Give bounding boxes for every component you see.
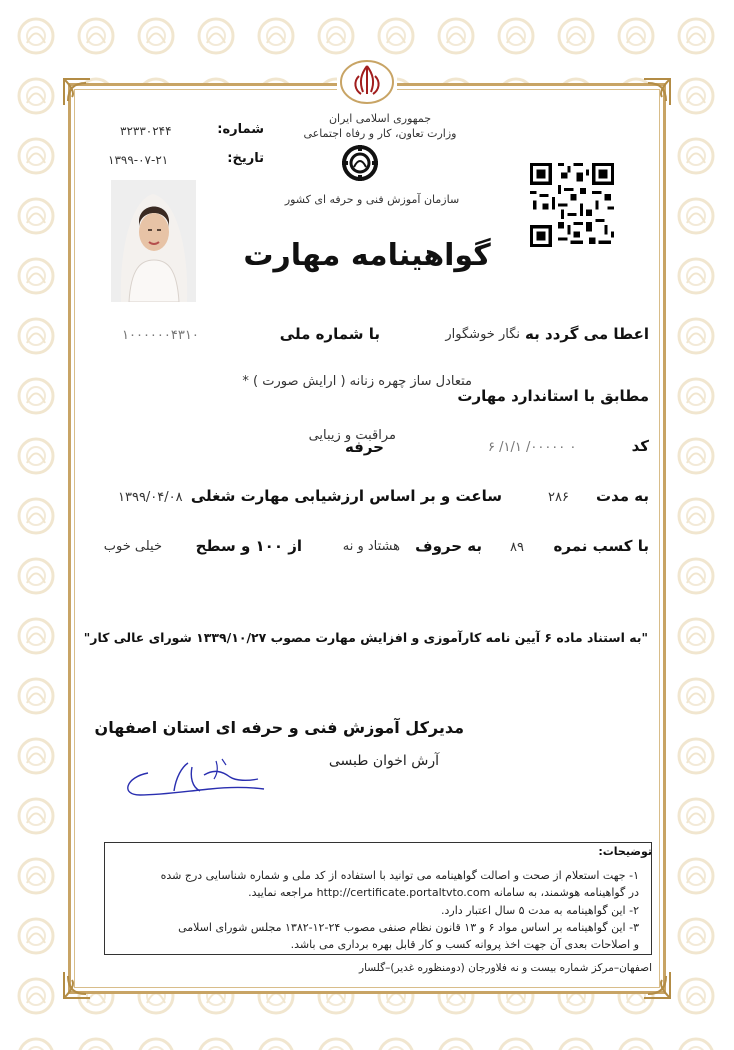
score-label: با کسب نمره (553, 537, 649, 555)
qr-code-icon (527, 160, 617, 250)
granted-to-value: نگار خوشگوار (445, 327, 520, 342)
tvto-logo-icon (340, 143, 380, 183)
note-line-1: ۱- جهت استعلام از صحت و اصالت گواهینامه می توانید با استفاده از کد ملی و شماره شناسایی درج شده (160, 869, 639, 882)
notes-heading: توضیحات: (598, 845, 652, 858)
note-line-5: و اصلاحات بعدی آن جهت اخذ پروانه کسب و کار قابل بهره برداری می باشد. (290, 938, 639, 951)
profession-label: حرفه (344, 438, 384, 456)
profession-value: مراقبت و زیبایی (308, 428, 396, 443)
granted-to-label: اعطا می گردد به (525, 325, 649, 343)
legal-basis-text: "به استناد ماده ۶ آیین نامه کارآموزی و افزایش مهارت مصوب ۱۳۳۹/۱۰/۲۷ شورای عالی کار" (83, 630, 648, 645)
score-value: ۸۹ (510, 540, 524, 555)
signatory-title: مدیرکل آموزش فنی و حرفه ای استان اصفهان (94, 718, 464, 737)
out-of-label: از ۱۰۰ و سطح (195, 537, 302, 555)
in-words-label: به حروف (415, 537, 482, 555)
header-line-organization: سازمان آموزش فنی و حرفه ای کشور (284, 193, 460, 206)
corner-ornament-top-right (640, 75, 674, 109)
code-value: ۶ /۱/۱ /۰۰۰۰۰ ۰ (488, 440, 577, 455)
emblem-container (337, 58, 397, 106)
standard-label: مطابق با استاندارد مهارت (457, 387, 649, 405)
national-id-label: با شماره ملی (279, 325, 380, 343)
portrait-photo (111, 180, 196, 302)
signatory-name: آرش اخوان طبسی (328, 753, 439, 769)
duration-value: ۲۸۶ (548, 490, 569, 505)
corner-ornament-bottom-left (60, 968, 94, 1002)
national-id-value: ۱۰۰۰۰۰۰۴۳۱۰ (122, 328, 199, 343)
certificate-number-value: ۳۲۳۳۰۲۴۴ (120, 124, 172, 138)
footer-address: اصفهان–مرکز شماره بیست و نه فلاورجان (دومنظوره غدیر)–گلسار (359, 962, 652, 974)
duration-label: به مدت (596, 487, 649, 505)
certificate-number-label: شماره: (217, 122, 264, 137)
header-line-country: جمهوری اسلامی ایران (328, 112, 432, 125)
notes-box (104, 842, 652, 955)
code-label: کد (631, 437, 649, 455)
standard-value: متعادل ساز چهره زنانه ( ارایش صورت ) * (242, 374, 472, 389)
signature (118, 755, 268, 805)
note-line-3: ۲- این گواهینامه به مدت ۵ سال اعتبار دارد. (441, 904, 639, 917)
certificate-title: گواهینامه مهارت (243, 238, 491, 273)
assessment-date: ۱۳۹۹/۰۴/۰۸ (118, 490, 183, 505)
duration-suffix: ساعت و بر اساس ارزشیابی مهارت شغلی (190, 487, 502, 505)
header-line-ministry: وزارت تعاون، کار و رفاه اجتماعی (303, 127, 457, 140)
corner-ornament-top-left (60, 75, 94, 109)
certificate-date-label: تاریخ: (227, 151, 264, 166)
note-line-2: در گواهینامه هوشمند، به سامانه http://certificate.portaltvto.com مراجعه نمایید. (248, 886, 639, 899)
level-value: خیلی خوب (103, 539, 162, 554)
note-line-4: ۳- این گواهینامه بر اساس مواد ۶ و ۱۳ قانون نظام صنفی مصوب ۲۴-۱۲-۱۳۸۲ مجلس شورای اسلامی (178, 921, 639, 934)
in-words-value: هشتاد و نه (342, 539, 400, 554)
certificate-date-value: ۱۳۹۹-۰۷-۲۱ (108, 153, 169, 167)
iran-emblem-icon (337, 58, 397, 106)
